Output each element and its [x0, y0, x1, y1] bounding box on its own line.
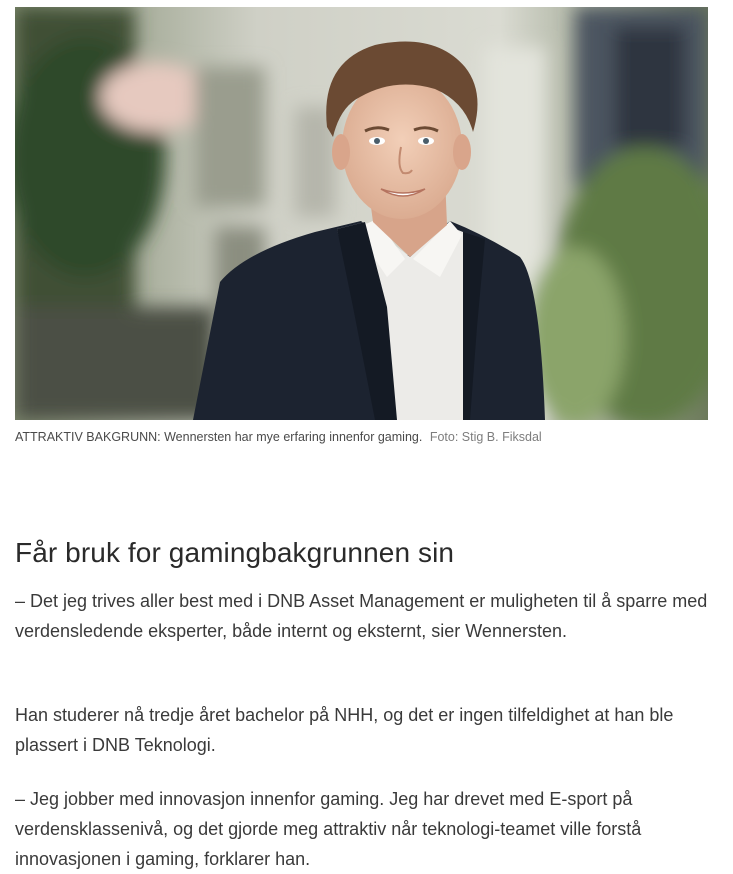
article-paragraph-3: – Jeg jobber med innovasjon innenfor gaming. Jeg har drevet med E-sport på verdensklassenivå, og det gjorde meg attraktiv når teknologi-teamet ville forstå innovasjonen i gaming, forklarer han. [15, 789, 642, 869]
photo-credit: Foto: Stig B. Fiksdal [429, 430, 542, 444]
portrait-photo [15, 7, 708, 420]
caption-text: ATTRAKTIV BAKGRUNN: Wennersten har mye erfaring innenfor gaming. [15, 430, 423, 444]
photo-caption [15, 428, 715, 446]
section-headline: Får bruk for gamingbakgrunnen sin [15, 537, 455, 568]
portrait-photo-illustration [15, 7, 708, 420]
article-paragraph-1: – Det jeg trives aller best med i DNB Asset Management er muligheten til å sparre med verdensledende eksperter, både internt og eksternt, sier Wennersten. [15, 591, 708, 641]
article-paragraph-2: Han studerer nå tredje året bachelor på NHH, og det er ingen tilfeldighet at han ble plassert i DNB Teknologi. [15, 705, 674, 755]
